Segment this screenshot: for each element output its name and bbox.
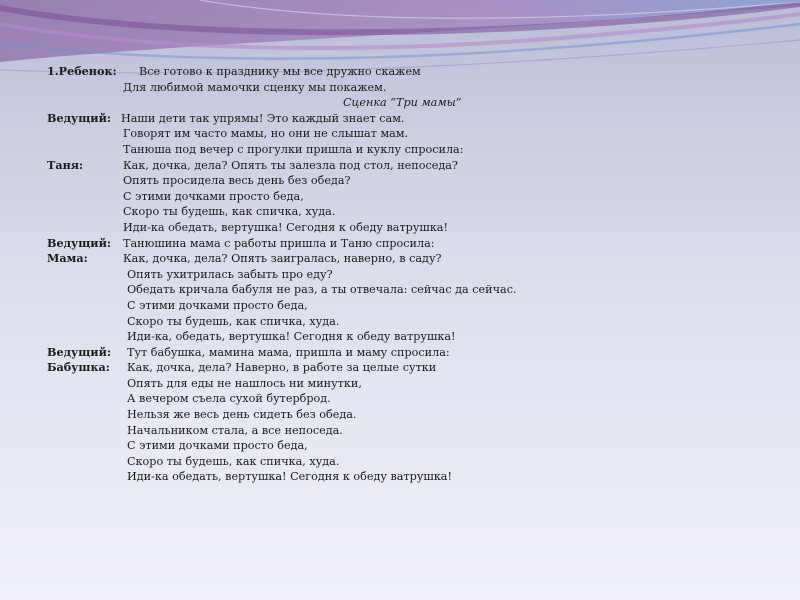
line-text: С этими дочками просто беда,: [127, 298, 308, 312]
line-text: С этими дочками просто беда,: [123, 189, 304, 203]
line-text: Нельзя же весь день сидеть без обеда.: [127, 408, 357, 422]
line-text: Танюша под вечер с прогулки пришла и куклу спросила:: [123, 142, 464, 156]
line-text: Иди-ка обедать, вертушка! Сегодня к обеду ватрушка!: [127, 470, 452, 484]
script-line: [47, 267, 747, 283]
script-line: [47, 345, 747, 361]
script-text: [47, 64, 747, 485]
line-text: Скоро ты будешь, как спичка, худа.: [127, 314, 340, 328]
line-text: Иди-ка обедать, вертушка! Сегодня к обеду ватрушка!: [123, 220, 448, 234]
line-text: Начальником стала, а все непоседа.: [127, 423, 343, 437]
line-text: Танюшина мама с работы пришла и Таню спросила:: [123, 236, 435, 250]
speaker-label: 1.Ребенок:: [47, 64, 117, 78]
line-text: Тут бабушка, мамина мама, пришла и маму спросила:: [127, 345, 450, 359]
speaker-label: Таня:: [47, 157, 84, 172]
line-text: Как, дочка, дела? Опять заигралась, наверно, в саду?: [123, 252, 442, 266]
script-line: [47, 298, 747, 314]
script-line: [47, 95, 747, 111]
line-text: Наши дети так упрямы! Это каждый знает сам.: [121, 111, 405, 125]
speaker-label: Бабушка:: [47, 360, 110, 375]
line-text: Обедать кричала бабуля не раз, а ты отвечала: сейчас да сейчас.: [127, 283, 517, 297]
line-text: Опять просидела весь день без обеда?: [123, 174, 351, 188]
line-text: С этими дочками просто беда,: [127, 439, 308, 453]
script-line: [47, 142, 747, 158]
script-line: [47, 376, 747, 392]
speaker-label: Ведущий:: [47, 344, 112, 359]
speaker-label: Ведущий:: [47, 235, 112, 250]
line-text: А вечером съела сухой бутерброд.: [127, 392, 331, 406]
script-line: [47, 407, 747, 423]
script-line: [47, 251, 747, 267]
script-line: [47, 329, 747, 345]
line-text: Скоро ты будешь, как спичка, худа.: [127, 454, 340, 468]
line-text: Как, дочка, дела? Опять ты залезла под стол, непоседа?: [123, 158, 458, 172]
speaker-label: Мама:: [47, 251, 88, 266]
script-line: [47, 220, 747, 236]
line-text: Скоро ты будешь, как спичка, худа.: [123, 205, 336, 219]
script-line: [47, 111, 747, 127]
script-line: [47, 204, 747, 220]
script-line: [47, 173, 747, 189]
script-line: [47, 360, 747, 376]
scene-title: Сценка “Три мамы”: [343, 96, 462, 110]
line-text: Для любимой мамочки сценку мы покажем.: [123, 80, 387, 94]
script-line: [47, 282, 747, 298]
script-line: [47, 126, 747, 142]
line-text: Опять ухитрилась забыть про еду?: [127, 267, 333, 281]
script-line: [47, 469, 747, 485]
script-line: [47, 438, 747, 454]
script-line: [47, 314, 747, 330]
script-line: [47, 64, 747, 80]
script-line: [47, 391, 747, 407]
line-text: Иди-ка, обедать, вертушка! Сегодня к обеду ватрушка!: [127, 330, 456, 344]
script-line: [47, 236, 747, 252]
line-text: Говорят им часто мамы, но они не слышат мам.: [123, 127, 409, 141]
speaker-label: Ведущий:: [47, 110, 112, 125]
script-line: [47, 189, 747, 205]
line-text: Опять для еды не нашлось ни минутки,: [127, 376, 362, 390]
script-line: [47, 423, 747, 439]
line-text: Все готово к празднику мы все дружно скажем: [139, 65, 421, 78]
script-line: [47, 80, 747, 96]
script-line: [47, 454, 747, 470]
line-text: Как, дочка, дела? Наверно, в работе за целые сутки: [127, 361, 437, 375]
script-line: [47, 158, 747, 174]
